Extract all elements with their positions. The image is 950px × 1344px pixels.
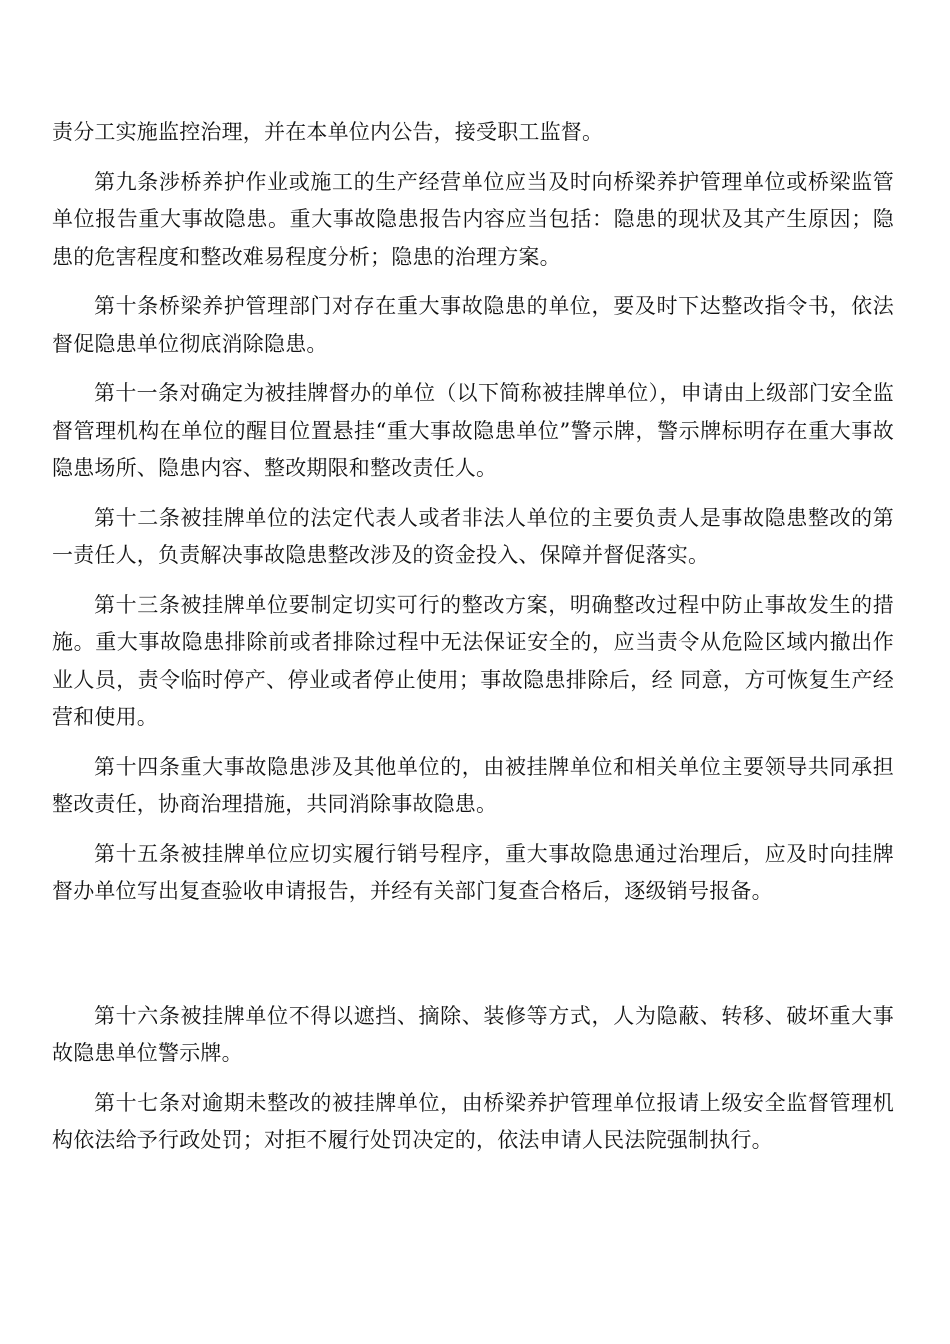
paragraph-article-13: 第十三条被挂牌单位要制定切实可行的整改方案，明确整改过程中防止事故发生的措施。重大事故隐患排除前或者排除过程中无法保证安全的，应当责令从危险区域内撤出作业人员，责令临时停产、停业或者停止使用；事故隐患排除后，经 同意，方可恢复生产经营和使用。 bbox=[52, 592, 894, 729]
paragraph-article-9: 第九条涉桥养护作业或施工的生产经营单位应当及时向桥梁养护管理单位或桥梁监管单位报告重大事故隐患。重大事故隐患报告内容应当包括：隐患的现状及其产生原因；隐患的危害程度和整改难易程度分析；隐患的治理方案。 bbox=[52, 169, 894, 269]
paragraph-article-16: 第十六条被挂牌单位不得以遮挡、摘除、装修等方式，人为隐蔽、转移、破坏重大事故隐患单位警示牌。 bbox=[52, 1003, 894, 1065]
paragraph-article-15: 第十五条被挂牌单位应切实履行销号程序，重大事故隐患通过治理后，应及时向挂牌督办单位写出复查验收申请报告，并经有关部门复查合格后，逐级销号报备。 bbox=[52, 841, 894, 903]
paragraph-article-12: 第十二条被挂牌单位的法定代表人或者非法人单位的主要负责人是事故隐患整改的第一责任人，负责解决事故隐患整改涉及的资金投入、保障并督促落实。 bbox=[52, 505, 894, 567]
paragraph-article-17: 第十七条对逾期未整改的被挂牌单位，由桥梁养护管理单位报请上级安全监督管理机构依法给予行政处罚；对拒不履行处罚决定的，依法申请人民法院强制执行。 bbox=[52, 1090, 894, 1152]
paragraph-article-10: 第十条桥梁养护管理部门对存在重大事故隐患的单位，要及时下达整改指令书，依法督促隐患单位彻底消除隐患。 bbox=[52, 294, 894, 356]
paragraph-article-14: 第十四条重大事故隐患涉及其他单位的，由被挂牌单位和相关单位主要领导共同承担整改责任，协商治理措施，共同消除事故隐患。 bbox=[52, 754, 894, 816]
paragraph-continued: 责分工实施监控治理，并在本单位内公告，接受职工监督。 bbox=[52, 120, 604, 144]
document-page bbox=[52, 114, 894, 1160]
paragraph-article-11: 第十一条对确定为被挂牌督办的单位（以下简称被挂牌单位），申请由上级部门安全监督管理机构在单位的醒目位置悬挂“重大事故隐患单位”警示牌，警示牌标明存在重大事故隐患场所、隐患内容、整改期限和整改责任人。 bbox=[52, 381, 894, 480]
